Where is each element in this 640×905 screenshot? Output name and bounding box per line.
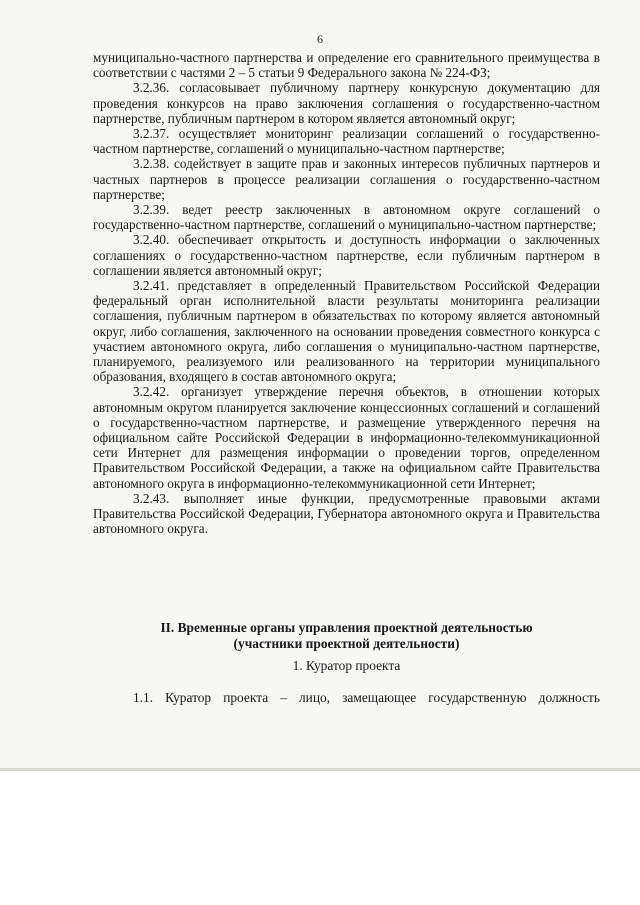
subsection-heading: 1. Куратор проекта	[292, 658, 401, 673]
section-heading	[93, 620, 600, 652]
paragraph-continuation: муниципально-частного партнерства и определение его сравнительного преимущества в соответствии с частями 2 – 5 статьи 9 Федерального закона № 224-ФЗ;	[93, 50, 600, 81]
page-number: 6	[317, 32, 323, 46]
section-heading-line-1: II. Временные органы управления проектной деятельностью	[160, 620, 533, 635]
section-heading-line-2: (участники проектной деятельности)	[233, 636, 460, 651]
paragraph-3-2-40: 3.2.40. обеспечивает открытость и доступность информации о заключенных соглашениях о государственно-частном партнерстве, если публичным партнером в соглашении является автономный округ;	[93, 232, 600, 278]
paragraph-3-2-38: 3.2.38. содействует в защите прав и законных интересов публичных партнеров и частных партнеров в процессе реализации соглашения о государственно-частном партнерстве;	[93, 156, 600, 202]
paragraph-3-2-42: 3.2.42. организует утверждение перечня объектов, в отношении которых автономным округом планируется заключение концессионных соглашений и соглашений о государственно-частном партнерстве, и размещение утвержденного перечня на официальном сайте Российской Федерации в информационно-телекоммуникационной сети Интернет для размещения информации о проведении торгов, определенном Правительством Российской Федерации, а также на официальном сайте Правительства автономного округа в информационно-телекоммуникационной сети Интернет;	[93, 384, 600, 491]
paragraph-3-2-36: 3.2.36. согласовывает публичному партнеру конкурсную документацию для проведения конкурсов на право заключения соглашения о государственно-частном партнерстве, публичным партнером в котором является автономный округ;	[93, 80, 600, 126]
paragraph-3-2-43: 3.2.43. выполняет иные функции, предусмотренные правовыми актами Правительства Российской Федерации, Губернатора автономного округа и Правительства автономного округа.	[93, 490, 600, 537]
page-bottom-edge	[0, 768, 640, 771]
paragraph-3-2-41: 3.2.41. представляет в определенный Правительством Российской Федерации федеральный орган исполнительной власти результаты мониторинга реализации соглашения, публичным партнером в обязательствах по которому является автономный округ, либо соглашения, заключенного на основании проведения совместного конкурса с участием автономного округа, либо соглашения о муниципально-частном партнерстве, планируемого, реализуемого или реализованного на территории муниципального образования, входящего в состав автономного округа;	[93, 278, 600, 385]
paragraph-3-2-39: 3.2.39. ведет реестр заключенных в автономном округе соглашений о государственно-частном партнерстве, соглашений о муниципально-частном партнерстве;	[93, 202, 600, 233]
body-text	[93, 50, 600, 537]
paragraph-1-1: 1.1. Куратор проекта – лицо, замещающее государственную должность	[133, 690, 600, 705]
paragraph-3-2-37: 3.2.37. осуществляет мониторинг реализации соглашений о государственно-частном партнерстве, соглашений о муниципально-частном партнерстве;	[93, 126, 600, 157]
